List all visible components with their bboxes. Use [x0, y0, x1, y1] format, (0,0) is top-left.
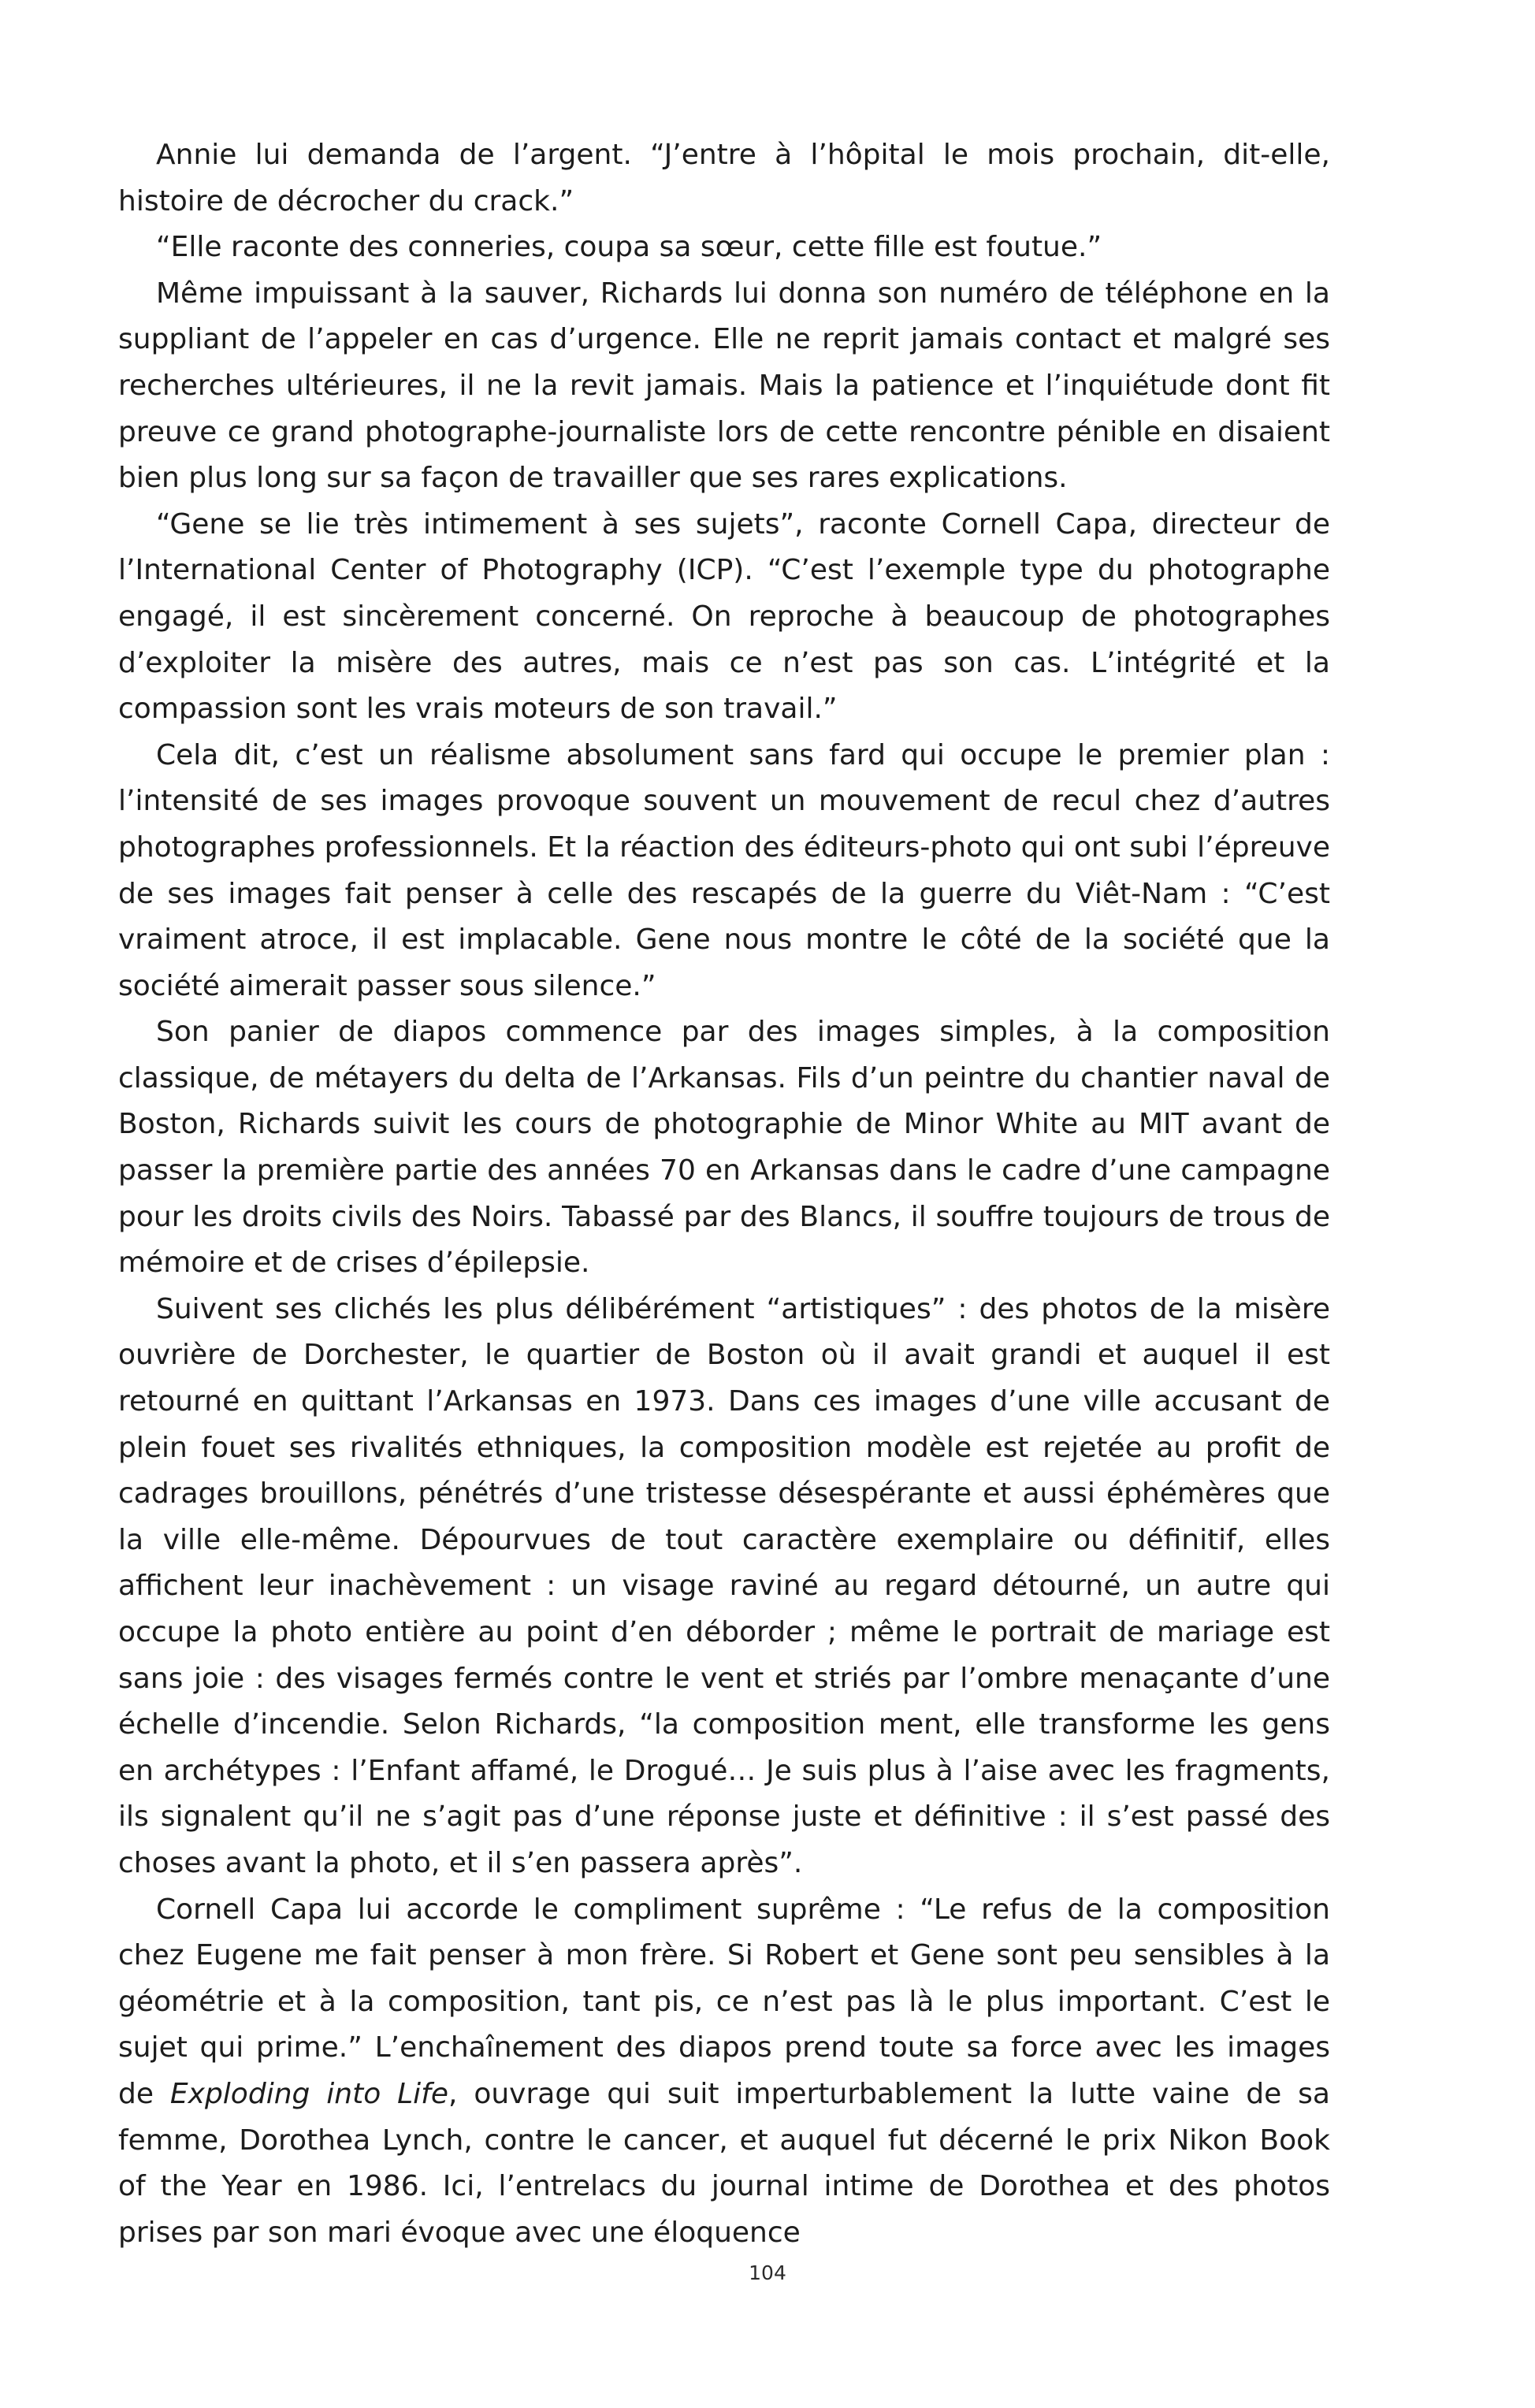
- paragraph-7: Suivent ses clichés les plus délibérément “artistiques” : des photos de la misère ouvrière de Dorchester, le quartier de Boston où il avait grandi et auquel il est retourné en quittant l’Arkansas en 1973. Dans ces images d’une ville accusant de plein fouet ses rivalités ethniques, la composition modèle est rejetée au profit de cadrages brouillons, pénétrés d’une tristesse désespérante et aussi éphémères que la ville elle-même. Dépourvues de tout caractère exemplaire ou définitif, elles affichent leur inachèvement : un visage raviné au regard détourné, un autre qui occupe la photo entière au point d’en déborder ; même le portrait de mariage est sans joie : des visages fermés contre le vent et striés par l’ombre menaçante d’une échelle d’incendie. Selon Richards, “la composition ment, elle transforme les gens en archétypes : l’Enfant affamé, le Drogué… Je suis plus à l’aise avec les fragments, ils signalent qu’il ne s’agit pas d’une réponse juste et définitive : il s’est passé des choses avant la photo, et il s’en passera après”.: [118, 1292, 1330, 1879]
- paragraph-8-text-end: , ouvrage qui suit imperturbablement la lutte vaine de sa femme, Dorothea Lynch, contre le cancer, et auquel fut décerné le prix Nikon Book of the Year en 1986. Ici, l’entrelacs du journal intime de Dorothea et des photos prises par son mari évoque avec une éloquence: [118, 2077, 1330, 2249]
- paragraph-2: “Elle raconte des conneries, coupa sa sœur, cette fille est foutue.”: [156, 231, 1102, 264]
- paragraph-1: Annie lui demanda de l’argent. “J’entre à l’hôpital le mois prochain, dit-elle, histoire de décrocher du crack.”: [118, 139, 1330, 217]
- paragraph-3: Même impuissant à la sauver, Richards lui donna son numéro de téléphone en la suppliant de l’appeler en cas d’urgence. Elle ne reprit jamais contact et malgré ses recherches ultérieures, il ne la revit jamais. Mais la patience et l’inquiétude dont fit preuve ce grand photographe-journaliste lors de cette rencontre pénible en disaient bien plus long sur sa façon de travailler que ses rares explications.: [118, 277, 1330, 495]
- paragraph-8-text-start: Cornell Capa lui accorde le compliment suprême : “Le refus de la composition chez Eugene me fait penser à mon frère. Si Robert et Gene sont peu sensibles à la géométrie et à la composition, tant pis, ce n’est pas là le plus important. C’est le sujet qui prime.” L’enchaînement des diapos prend toute sa force avec les images de: [118, 1893, 1330, 2110]
- book-title: Exploding into Life: [169, 2077, 448, 2110]
- paragraph-8: [118, 1887, 1330, 2257]
- paragraph-4: “Gene se lie très intimement à ses sujets”, raconte Cornell Capa, directeur de l’International Center of Photography (ICP). “C’est l’exemple type du photographe engagé, il est sincèrement concerné. On reproche à beaucoup de photographes d’exploiter la misère des autres, mais ce n’est pas son cas. L’intégrité et la compassion sont les vrais moteurs de son travail.”: [118, 507, 1330, 726]
- page-body: [118, 132, 1330, 2256]
- page-number: 104: [749, 2261, 786, 2284]
- paragraph-5: Cela dit, c’est un réalisme absolument sans fard qui occupe le premier plan : l’intensité de ses images provoque souvent un mouvement de recul chez d’autres photographes professionnels. Et la réaction des éditeurs-photo qui ont subi l’épreuve de ses images fait penser à celle des rescapés de la guerre du Viêt-Nam : “C’est vraiment atroce, il est implacable. Gene nous montre le côté de la société que la société aimerait passer sous silence.”: [118, 738, 1330, 1002]
- paragraph-6: Son panier de diapos commence par des images simples, à la composition classique, de métayers du delta de l’Arkansas. Fils d’un peintre du chantier naval de Boston, Richards suivit les cours de photographie de Minor White au MIT avant de passer la première partie des années 70 en Arkansas dans le cadre d’une campagne pour les droits civils des Noirs. Tabassé par des Blancs, il souffre toujours de trous de mémoire et de crises d’épilepsie.: [118, 1016, 1330, 1280]
